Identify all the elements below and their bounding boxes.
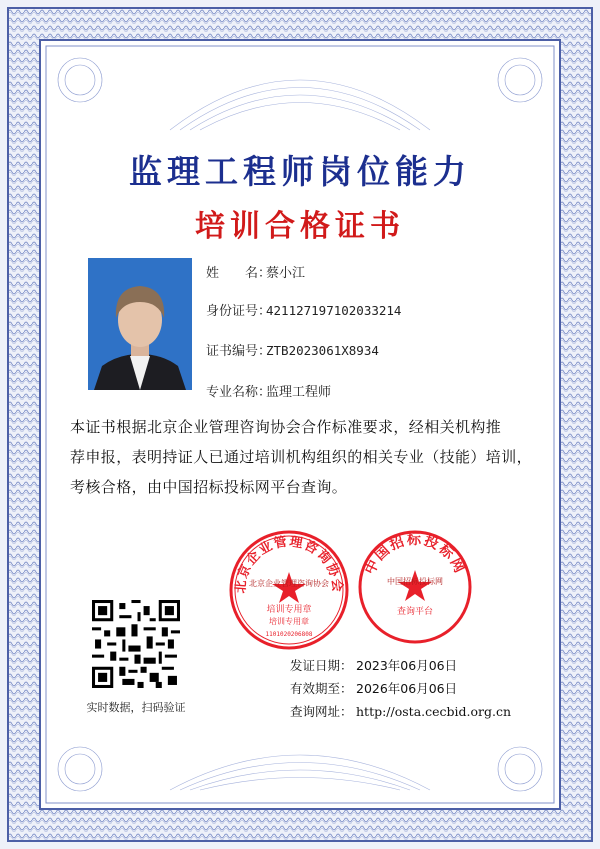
seal-left-inner-text: 培训专用章 xyxy=(266,605,312,615)
statement-line: 荐申报，表明持证人已通过培训机构组织的相关专业（技能）培训， xyxy=(70,448,533,466)
name-value: 蔡小江 xyxy=(266,266,306,281)
id-value: 421127197102033214 xyxy=(266,303,402,318)
major-row xyxy=(206,381,331,400)
cert-number-label: 证书编号： xyxy=(206,344,272,359)
valid-until-value: 2026年06月06日 xyxy=(356,681,458,696)
statement-line: 考核合格，由中国招标投标网平台查询。 xyxy=(70,478,348,496)
query-url-label: 查询网址： xyxy=(290,704,353,719)
name-row xyxy=(206,262,305,281)
major-label: 专业名称： xyxy=(206,385,272,400)
issue-date-value: 2023年06月06日 xyxy=(356,658,458,673)
issue-date-label: 发证日期： xyxy=(290,658,353,673)
issue-date-row xyxy=(290,656,457,674)
seal-right-middle-text: 中国招标投标网 xyxy=(387,577,443,586)
cert-number-value: ZTB2023061X8934 xyxy=(266,343,379,358)
valid-until-label: 有效期至： xyxy=(290,681,353,696)
seal-left-middle-text: 北京企业管理咨询协会 xyxy=(249,579,329,588)
certificate-statement xyxy=(70,412,540,502)
statement-line: 本证书根据北京企业管理咨询协会合作标准要求，经相关机构推 xyxy=(70,418,502,436)
seal-left-bottom-text: 培训专用章 xyxy=(269,617,309,626)
certificate-title: 监理工程师岗位能力 xyxy=(129,152,471,191)
id-row xyxy=(206,300,401,319)
seal-left-outer-text: 北京企业管理咨询协会 xyxy=(233,534,345,594)
query-url-row xyxy=(290,702,511,720)
platform-seal xyxy=(356,528,474,646)
svg-text:中国招标投标网 xyxy=(361,531,468,577)
association-seal xyxy=(227,528,351,652)
qr-code[interactable] xyxy=(92,600,180,688)
holder-photo xyxy=(88,258,192,390)
seal-left-serial: 1101020206808 xyxy=(265,631,313,638)
major-value: 监理工程师 xyxy=(266,385,332,400)
query-url-link[interactable]: http://osta.cecbid.org.cn xyxy=(356,704,512,719)
qr-caption: 实时数据，扫码验证 xyxy=(86,701,186,714)
seal-right-outer-text: 中国招标投标网 xyxy=(362,532,468,578)
certificate-subtitle: 培训合格证书 xyxy=(195,209,405,244)
seal-right-inner-text: 查询平台 xyxy=(396,607,434,617)
cert-number-row xyxy=(206,340,379,359)
name-label: 姓 名： xyxy=(206,266,272,281)
valid-until-row xyxy=(290,679,457,697)
id-label: 身份证号： xyxy=(206,304,272,319)
